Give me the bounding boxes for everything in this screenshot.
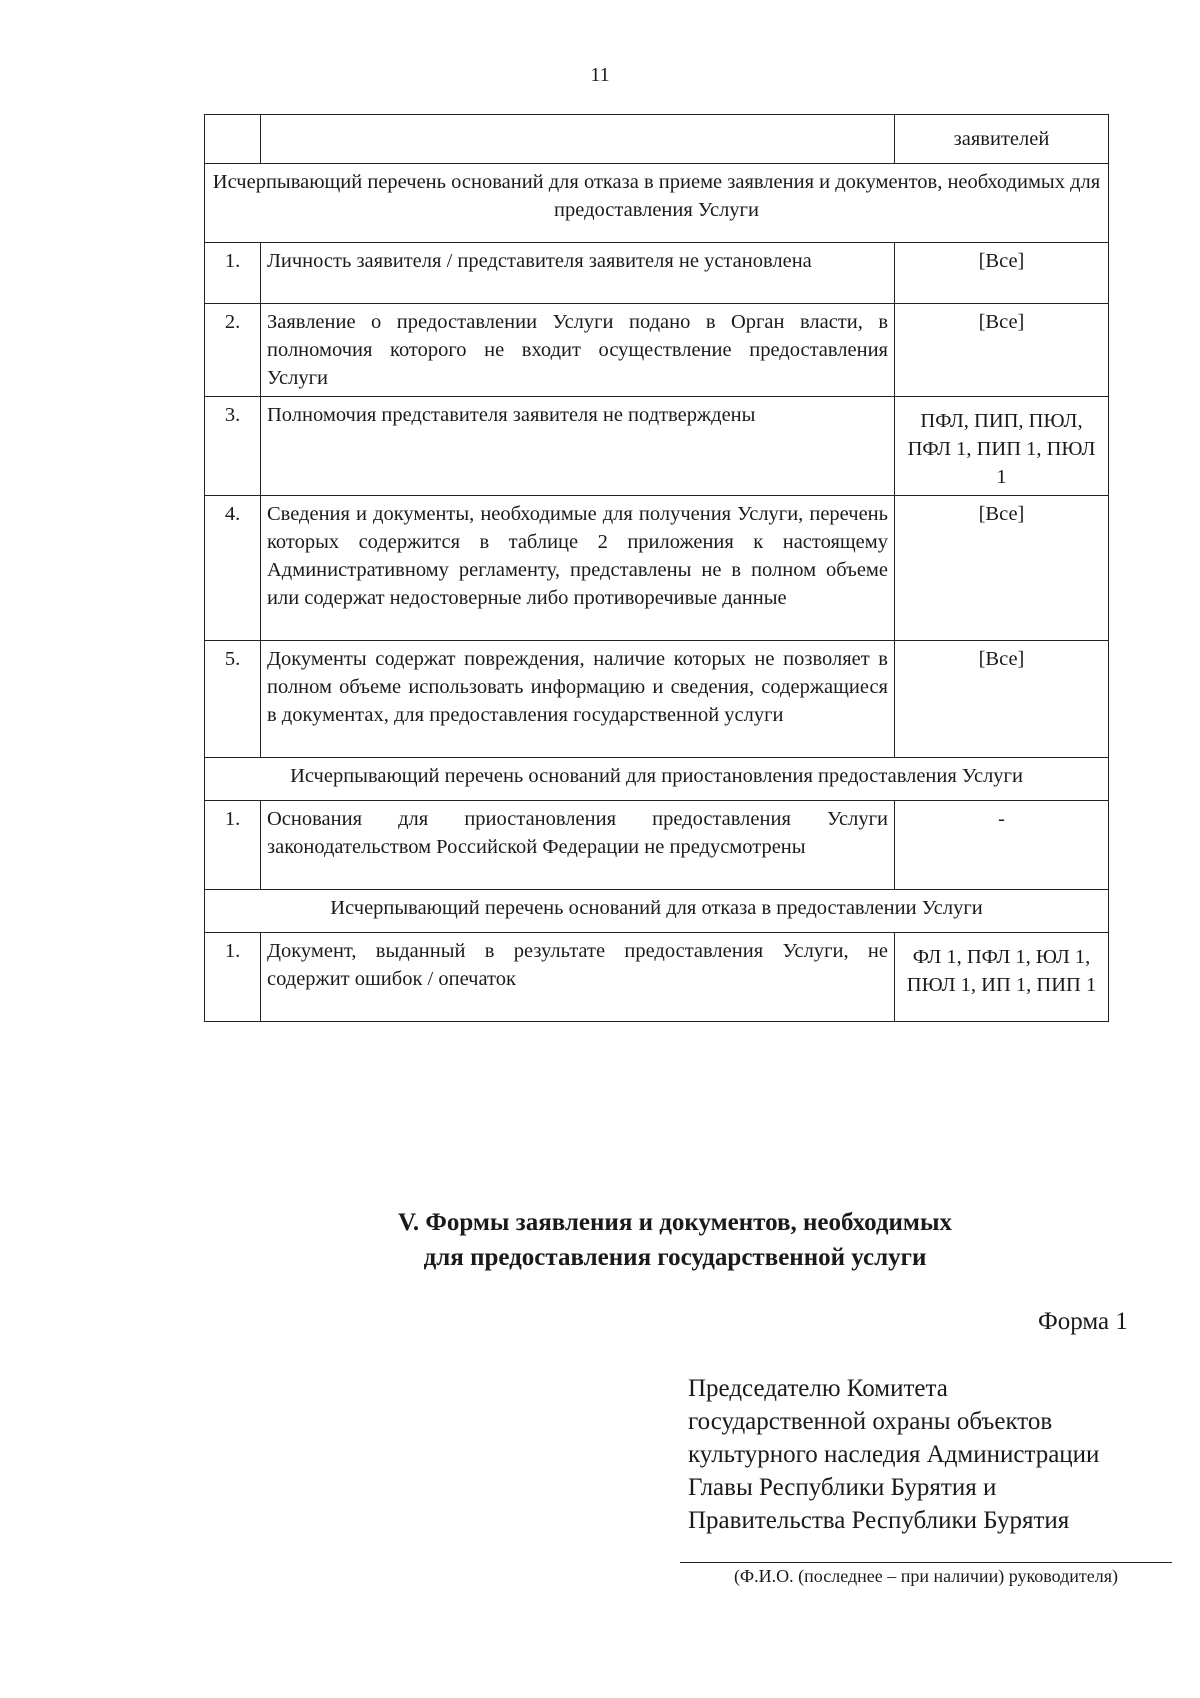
section-title: Исчерпывающий перечень оснований для приостановления предоставления Услуги — [205, 758, 1109, 801]
row-text: Документ, выданный в результате предоставления Услуги, не содержит ошибок / опечаток — [261, 933, 895, 1022]
row-text: Полномочия представителя заявителя не подтверждены — [261, 397, 895, 496]
section-heading-line: для предоставления государственной услуги — [423, 1244, 927, 1271]
table-row — [205, 801, 1109, 890]
row-text: Сведения и документы, необходимые для получения Услуги, перечень которых содержится в таблице 2 приложения к настоящему Административному регламенту, представлены не в полном объеме или содержат недостоверные либо противоречивые данные — [261, 496, 895, 641]
row-number: 5. — [205, 641, 261, 758]
row-applicants: ФЛ 1, ПФЛ 1, ЮЛ 1, ПЮЛ 1, ИП 1, ПИП 1 — [895, 933, 1109, 1022]
section-row — [205, 890, 1109, 933]
grounds-table — [204, 114, 1109, 1022]
row-text: Основания для приостановления предоставления Услуги законодательством Российской Федерации не предусмотрены — [261, 801, 895, 890]
section-title: Исчерпывающий перечень оснований для отказа в приеме заявления и документов, необходимых для предоставления Услуги — [205, 164, 1109, 243]
table-row — [205, 304, 1109, 397]
row-text: Заявление о предоставлении Услуги подано в Орган власти, в полномочия которого не входит осуществление предоставления Услуги — [261, 304, 895, 397]
addressee-line: Главы Республики Бурятия и — [688, 1474, 997, 1501]
table-row — [205, 641, 1109, 758]
row-number: 2. — [205, 304, 261, 397]
table-row — [205, 496, 1109, 641]
row-applicants: [Все] — [895, 304, 1109, 397]
table-continuation-row — [205, 115, 1109, 164]
applicants-header: заявителей — [895, 115, 1109, 164]
section-heading-line: V. Формы заявления и документов, необходимых — [398, 1209, 952, 1236]
signature-caption: (Ф.И.О. (последнее – при наличии) руководителя) — [733, 1566, 1119, 1586]
page-number: 11 — [590, 64, 610, 86]
section-row — [205, 758, 1109, 801]
addressee-line: Правительства Республики Бурятия — [688, 1507, 1070, 1534]
section-row — [205, 164, 1109, 243]
row-number: 4. — [205, 496, 261, 641]
row-number: 1. — [205, 933, 261, 1022]
section-title: Исчерпывающий перечень оснований для отказа в предоставлении Услуги — [205, 890, 1109, 933]
section-heading — [0, 1205, 1200, 1275]
row-number: 1. — [205, 801, 261, 890]
addressee-line: культурного наследия Администрации — [688, 1441, 1100, 1468]
number-cell — [205, 115, 261, 164]
table-row — [205, 397, 1109, 496]
row-applicants: [Все] — [895, 496, 1109, 641]
table-row — [205, 243, 1109, 304]
row-applicants: [Все] — [895, 641, 1109, 758]
row-number: 3. — [205, 397, 261, 496]
text-cell — [261, 115, 895, 164]
row-applicants: ПФЛ, ПИП, ПЮЛ, ПФЛ 1, ПИП 1, ПЮЛ 1 — [895, 397, 1109, 496]
table-row — [205, 933, 1109, 1022]
signature-line — [680, 1562, 1172, 1563]
form-label: Форма 1 — [1038, 1308, 1128, 1335]
addressee-line: государственной охраны объектов — [688, 1408, 1053, 1435]
addressee-line: Председателю Комитета — [688, 1375, 948, 1402]
row-applicants: - — [895, 801, 1109, 890]
row-applicants: [Все] — [895, 243, 1109, 304]
row-text: Личность заявителя / представителя заявителя не установлена — [261, 243, 895, 304]
row-number: 1. — [205, 243, 261, 304]
addressee-block — [688, 1372, 1099, 1537]
row-text: Документы содержат повреждения, наличие которых не позволяет в полном объеме использовать информацию и сведения, содержащиеся в документах, для предоставления государственной услуги — [261, 641, 895, 758]
